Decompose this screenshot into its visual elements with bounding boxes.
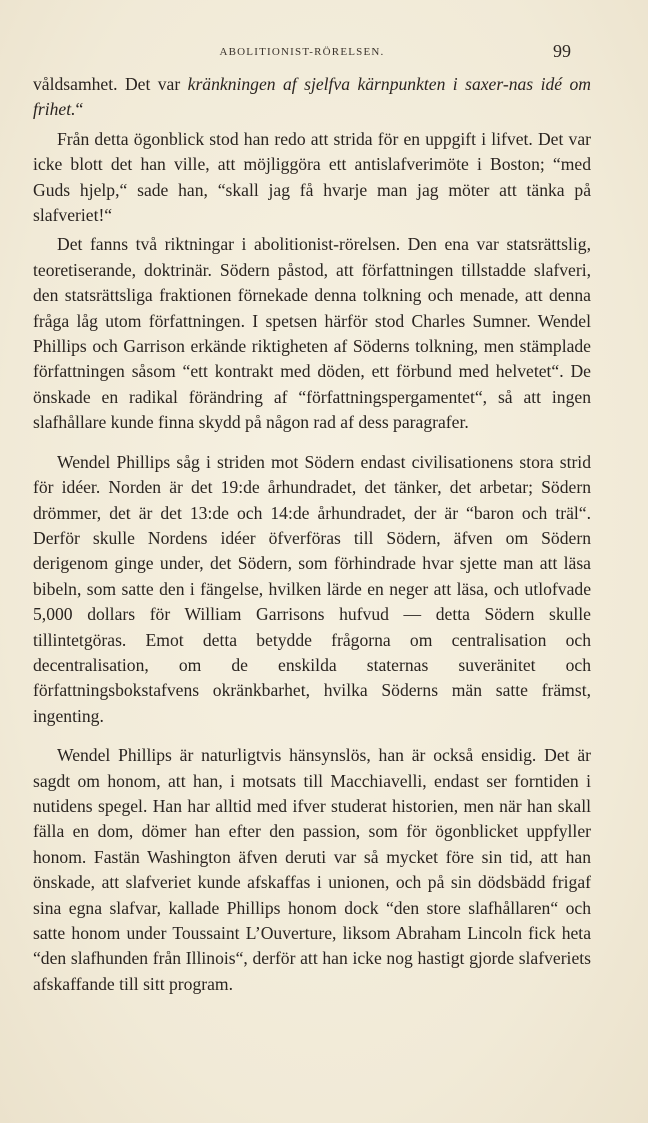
- paragraph-1: [33, 72, 591, 123]
- body-text: [33, 72, 591, 997]
- paragraph-2: Från detta ögonblick stod han redo att strida för en uppgift i lifvet. Det var icke blott det han ville, att möjliggöra ett antislafverimöte i Boston; “med Guds hjelp,“ sade han, “skall jag få hvarje man jag möter att tänka på slafveriet!“: [33, 128, 591, 226]
- page-header: [33, 41, 571, 64]
- paragraph-3: Det fanns två riktningar i abolitionist-rörelsen. Den ena var statsrättslig, teoretiserande, doktrinär. Södern påstod, att författningen tillstadde slafveri, den statsrättsliga fraktionen förnekade denna tolkning och menade, att denna fråga låg utom författningen. I spetsen härför stod Charles Sumner. Wendel Phillips och Garrison erkände riktigheten af Söderns tolkning, men stämplade författningen såsom “ett kontrakt med döden, ett förbund med helvetet“. De önskade en radikal förändring af “författningspergamentet“, så att ingen slafhållare kunde finna skydd på någon rad af dess paragrafer.: [33, 234, 591, 433]
- running-title: ABOLITIONIST-RÖRELSEN.: [219, 46, 385, 58]
- paragraph-1-closing-quote: “: [75, 99, 84, 120]
- paragraph-1-italic-quote: kränkningen af sjelfva kärnpunkten i saxer-nas idé om frihet.: [33, 74, 591, 120]
- paragraph-5: Wendel Phillips är naturligtvis hänsynslös, han är också ensidig. Det är sagdt om honom, att han, i motsats till Macchiavelli, endast ser forntiden i nutidens spegel. Han har alltid med ifver studerat historien, men när han skall fälla en dom, dömer han efter den passion, som för ögonblicket uppfyller honom. Fastän Washington äfven deruti var så mycket före sin tid, att han önskade, att slafveriet kunde afskaffas i unionen, och på sin dödsbädd frigaf sina egna slafvar, kallade Phillips honom dock “den store slafhållaren“ och satte honom under Toussaint L’Ouverture, liksom Abraham Lincoln fick heta “den slafhunden från Illinois“, derför att han icke nog hastigt gjorde slafveriets afskaffande till sitt program.: [33, 745, 591, 994]
- paragraph-4: Wendel Phillips såg i striden mot Södern endast civilisationens stora strid för idéer. Norden är det 19:de århundradet, det tänker, det arbetar; Södern drömmer, det är det 13:de och 14:de århundradet, der är “baron och träl“. Derför skulle Nordens idéer öfverföras till Södern, äfven om Södern derigenom ginge under, det Södern, som förhindrade hvar sjette man att läsa bibeln, som satte den i fängelse, hvilken lärde en neger att läsa, och utlofvade 5,000 dollars för William Garrisons hufvud — detta Södern skulle tillintetgöras. Emot detta betydde frågorna om centralisation och decentralisation, om de enskilda staternas suveränitet och författningsbokstafvens okränkbarhet, hvilka Söderns män satte främst, ingenting.: [33, 451, 591, 726]
- page-number: 99: [553, 41, 571, 61]
- paragraph-1-text: våldsamhet. Det var: [33, 74, 188, 94]
